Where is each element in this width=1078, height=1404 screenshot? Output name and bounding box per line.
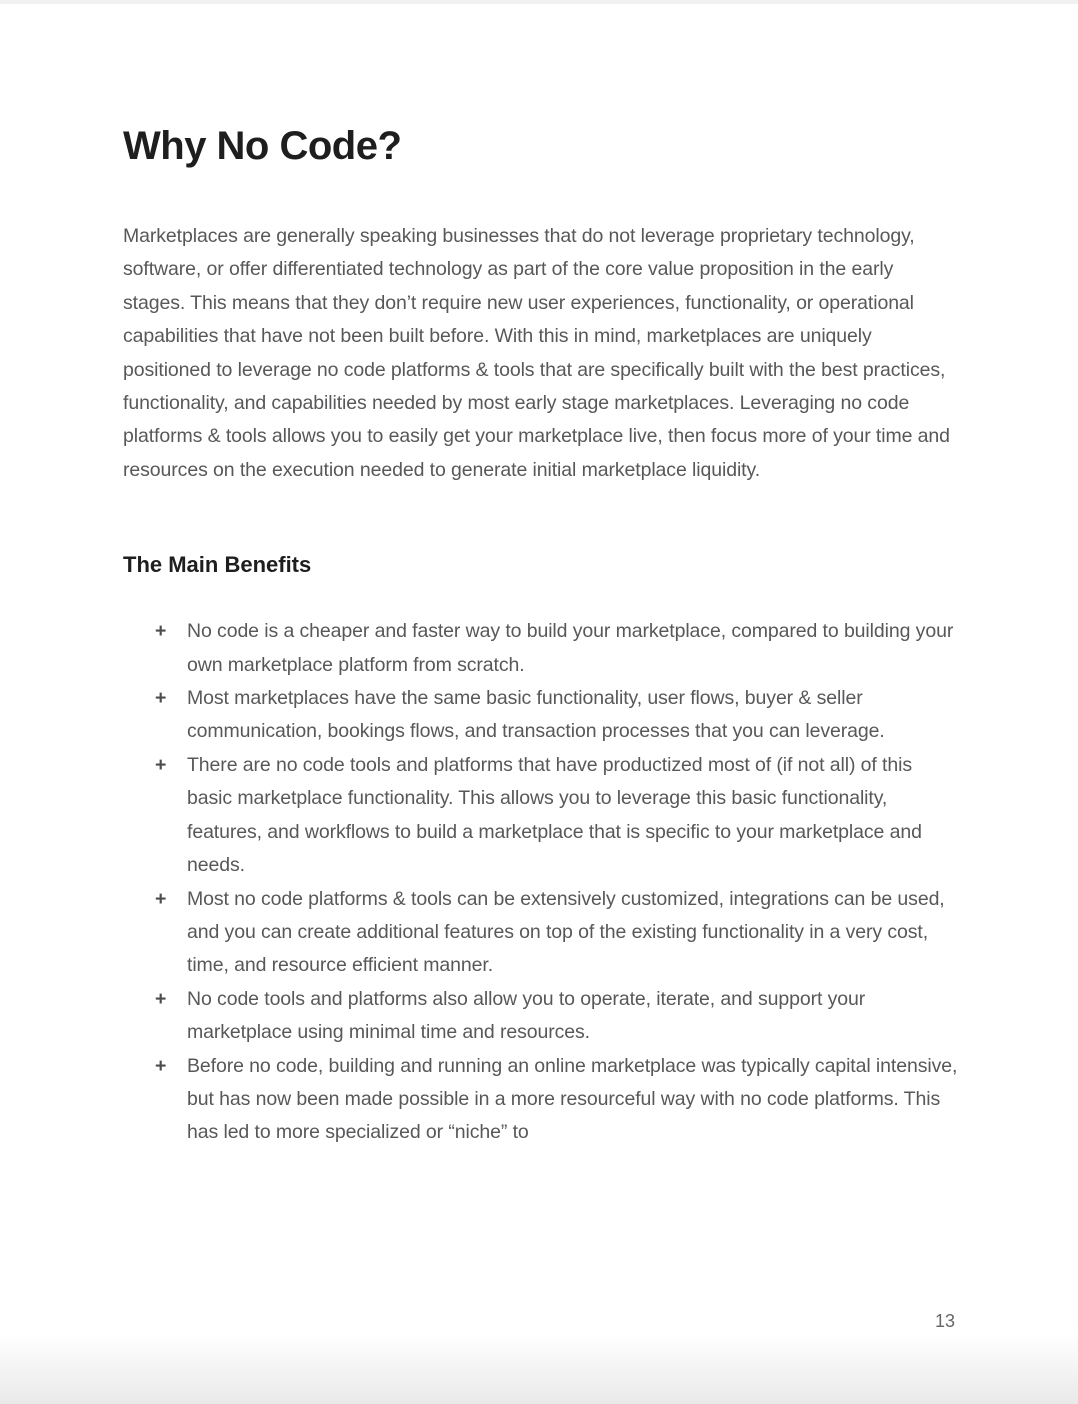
- list-item: [123, 749, 958, 883]
- plus-bullet-icon: +: [155, 887, 167, 910]
- bullet-text: Most no code platforms & tools can be extensively customized, integrations can be used, and you can create additional features on top of the existing functionality in a very cost, time, and resource efficient manner.: [187, 887, 945, 977]
- bullet-text: No code tools and platforms also allow you to operate, iterate, and support your marketplace using minimal time and resources.: [187, 987, 866, 1044]
- list-item: [123, 615, 958, 682]
- page-number: 13: [934, 1311, 955, 1331]
- page-bottom-shadow: [0, 1334, 1078, 1404]
- bullet-text: Most marketplaces have the same basic functionality, user flows, buyer & seller communication, bookings flows, and transaction processes that you can leverage.: [187, 687, 885, 743]
- intro-paragraph: Marketplaces are generally speaking businesses that do not leverage proprietary technology, software, or offer differentiated technology as part of the core value proposition in the early stages. This means that they don’t require new user experiences, functionality, or operational capabilities that have not been built before. With this in mind, marketplaces are uniquely positioned to leverage no code platforms & tools that are specifically built with the best practices, functionality, and capabilities needed by most early stage marketplaces. Leveraging no code platforms & tools allows you to easily get your marketplace live, then focus more of your time and resources on the execution needed to generate initial marketplace liquidity.: [123, 225, 950, 481]
- plus-bullet-icon: +: [155, 987, 167, 1010]
- section-heading-main-benefits: The Main Benefits: [123, 552, 312, 578]
- page-title: Why No Code?: [123, 124, 402, 168]
- bullet-text: No code is a cheaper and faster way to build your marketplace, compared to building your own marketplace platform from scratch.: [187, 620, 954, 676]
- bullet-text: Before no code, building and running an online marketplace was typically capital intensive, but has now been made possible in a more resourceful way with no code platforms. This has led to more specialized or “niche” to: [187, 1054, 958, 1144]
- list-item: [123, 682, 958, 749]
- list-item: [123, 983, 958, 1050]
- page-edge-separator: [0, 0, 1078, 4]
- plus-bullet-icon: +: [155, 753, 167, 776]
- bullet-text: There are no code tools and platforms that have productized most of (if not all) of this basic marketplace functionality. This allows you to leverage this basic functionality, features, and workflows to build a marketplace that is specific to your marketplace and needs.: [187, 753, 922, 877]
- plus-bullet-icon: +: [155, 1054, 167, 1077]
- list-item: [123, 1050, 958, 1150]
- plus-bullet-icon: +: [155, 620, 167, 643]
- benefits-list: [123, 615, 958, 1150]
- page-content: [123, 122, 958, 1150]
- plus-bullet-icon: +: [155, 687, 167, 710]
- list-item: [123, 883, 958, 983]
